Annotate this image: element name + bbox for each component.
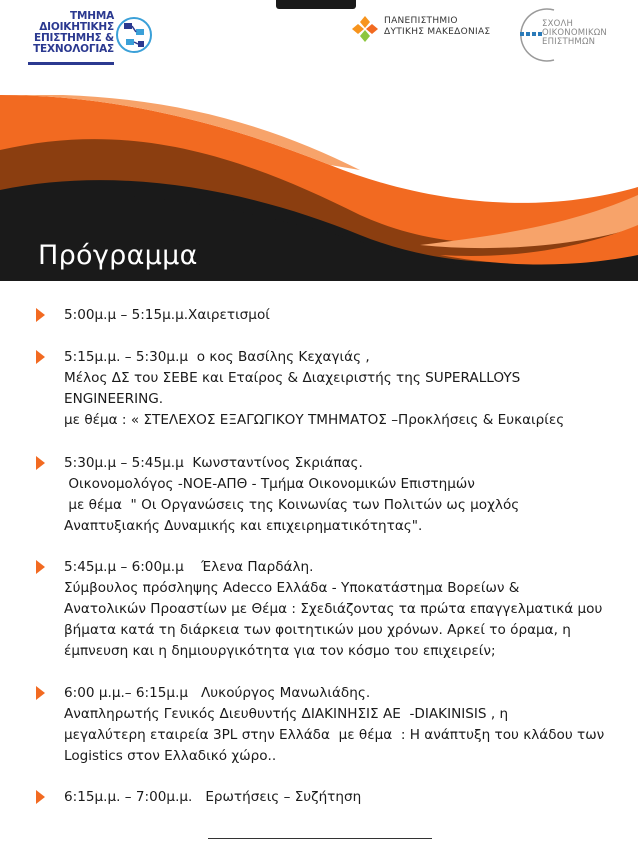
university-name-line: ΠΑΝΕΠΙΣΤΗΜΙΟ bbox=[384, 16, 458, 26]
university-name-line: ΔΥΤΙΚΗΣ ΜΑΚΕΔΟΝΙΑΣ bbox=[384, 27, 491, 37]
program-line: Μέλος ΔΣ του ΣΕΒΕ και Εταίρος & Διαχειριστής της SUPERALLOYS bbox=[64, 370, 521, 386]
program-line: 5:30μ.μ – 5:45μ.μ Κωνσταντίνος Σκριάπας. bbox=[64, 455, 363, 471]
program-line: 6:15μ.μ. – 7:00μ.μ. Ερωτήσεις – Συζήτηση bbox=[64, 789, 362, 805]
program-line: Αναπτυξιακής Δυναμικής και επιχειρηματικότητας". bbox=[64, 518, 423, 534]
program-line: Logistics στον Ελλαδικό χώρο.. bbox=[64, 748, 277, 764]
program-line: 6:00 μ.μ.– 6:15μ.μ Λυκούργος Μανωλιάδης. bbox=[64, 685, 371, 701]
department-logo bbox=[28, 9, 156, 65]
program-line: έμπνευση και η δημιουργικότητα για τον κόσμο του επιχειρείν; bbox=[64, 643, 496, 659]
program-line: με θέμα : « ΣΤΕΛΕΧΟΣ ΕΞΑΓΩΓΙΚΟΥ ΤΜΗΜΑΤΟΣ –Προκλήσεις & Ευκαιρίες bbox=[64, 412, 565, 428]
arrow-bullet-icon bbox=[36, 350, 45, 364]
program-line: βήματα κατά τη διάρκεια των φοιτητικών μου χρόνων. Αρκεί το όραμα, η bbox=[64, 622, 571, 638]
arrow-bullet-icon bbox=[36, 456, 45, 470]
logo-line: ΕΠΙΣΤΗΜΗΣ & bbox=[33, 32, 114, 44]
school-name-line: ΕΠΙΣΤΗΜΩΝ bbox=[542, 37, 596, 47]
program-line: 5:45μ.μ – 6:00μ.μ Έλενα Παρδάλη. bbox=[64, 559, 314, 575]
page-title: Πρόγραμμα bbox=[38, 240, 198, 271]
program-line: 5:00μ.μ – 5:15μ.μ.Χαιρετισμοί bbox=[64, 307, 270, 323]
arrow-bullet-icon bbox=[36, 790, 45, 804]
arrow-bullet-icon bbox=[36, 308, 45, 322]
program-line: Αναπληρωτής Γενικός Διευθυντής ΔΙΑΚΙΝΗΣΙΣ ΑΕ -DIAKINISIS , η bbox=[64, 706, 509, 722]
arrow-bullet-icon bbox=[36, 686, 45, 700]
arrow-bullet-icon bbox=[36, 560, 45, 574]
footer-divider bbox=[208, 838, 432, 839]
program-line: 5:15μ.μ. – 5:30μ.μ ο κος Βασίλης Κεχαγιάς , bbox=[64, 349, 370, 365]
school-name-line: ΣΧΟΛΗ bbox=[542, 19, 574, 29]
logo-underline bbox=[28, 62, 114, 65]
program-line: Σύμβουλος πρόσληψης Adecco Ελλάδα - Υποκατάστημα Βορείων & bbox=[64, 580, 520, 596]
program-line: μεγαλύτερη εταιρεία 3PL στην Ελλάδα με θέμα : Η ανάπτυξη του κλάδου των bbox=[64, 727, 605, 743]
top-tab bbox=[276, 0, 356, 9]
university-logo bbox=[350, 14, 510, 44]
logo-line: ΤΕΧΝΟΛΟΓΙΑΣ bbox=[33, 43, 114, 55]
logo-line: ΤΜΗΜΑ bbox=[70, 10, 114, 22]
program-line: Ανατολικών Προαστίων με Θέμα : Σχεδιάζοντας τα πρώτα επαγγελματικά μου bbox=[64, 601, 603, 617]
school-logo bbox=[514, 4, 624, 64]
circuit-icon bbox=[114, 9, 154, 65]
university-emblem-icon bbox=[350, 14, 380, 44]
logo-line: ΔΙΟΙΚΗΤΙΚΗΣ bbox=[39, 21, 114, 33]
school-name-line: ΟΙΚΟΝΟΜΙΚΩΝ bbox=[542, 28, 607, 38]
program-line: Οικονομολόγος -ΝΟΕ-ΑΠΘ - Τμήμα Οικονομικών Επιστημών bbox=[64, 476, 475, 492]
program-line: με θέμα " Οι Οργανώσεις της Κοινωνίας των Πολιτών ως μοχλός bbox=[64, 497, 520, 513]
program-line: ENGINEERING. bbox=[64, 391, 164, 407]
